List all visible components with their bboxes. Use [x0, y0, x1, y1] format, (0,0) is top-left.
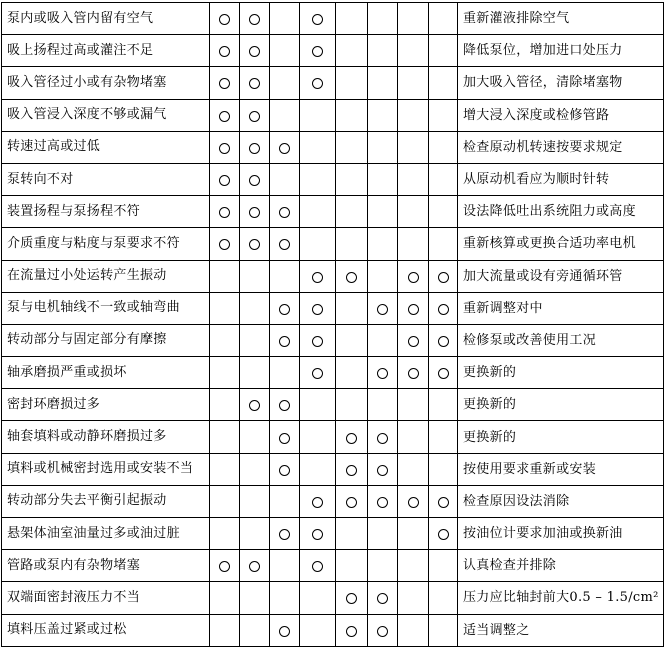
- remedy-cell: 设法降低吐出系统阻力或高度: [458, 196, 664, 228]
- symptom-cell: [210, 131, 240, 163]
- fault-cause-cell: 吸入管浸入深度不够或漏气: [2, 99, 210, 131]
- symptom-cell: [210, 582, 240, 614]
- circle-mark-icon: [438, 368, 449, 379]
- symptom-cell: [240, 550, 270, 582]
- fault-cause-cell: 吸上扬程过高或灌注不足: [2, 35, 210, 67]
- symptom-cell: [270, 324, 300, 356]
- symptom-cell: [336, 99, 368, 131]
- circle-mark-icon: [279, 626, 290, 637]
- fault-cause-cell: 转动部分失去平衡引起振动: [2, 485, 210, 517]
- symptom-cell: [300, 453, 336, 485]
- circle-mark-icon: [438, 272, 449, 283]
- circle-mark-icon: [219, 143, 230, 154]
- symptom-cell: [398, 357, 429, 389]
- table-row: [2, 163, 664, 195]
- symptom-cell: [398, 228, 429, 260]
- symptom-cell: [300, 292, 336, 324]
- table-row: [2, 357, 664, 389]
- symptom-cell: [336, 324, 368, 356]
- table-row: [2, 485, 664, 517]
- circle-mark-icon: [249, 143, 260, 154]
- symptom-cell: [398, 35, 429, 67]
- symptom-cell: [368, 228, 398, 260]
- fault-cause-cell: 介质重度与粘度与泵要求不符: [2, 228, 210, 260]
- symptom-cell: [240, 3, 270, 35]
- circle-mark-icon: [346, 497, 357, 508]
- symptom-cell: [336, 3, 368, 35]
- symptom-cell: [368, 3, 398, 35]
- symptom-cell: [398, 582, 429, 614]
- symptom-cell: [336, 67, 368, 99]
- symptom-cell: [398, 163, 429, 195]
- fault-cause-cell: 装置扬程与泵扬程不符: [2, 196, 210, 228]
- fault-cause-cell: 转动部分与固定部分有摩擦: [2, 324, 210, 356]
- symptom-cell: [398, 292, 429, 324]
- symptom-cell: [429, 518, 458, 550]
- fault-cause-cell: 填料或机械密封选用或安装不当: [2, 453, 210, 485]
- circle-mark-icon: [279, 529, 290, 540]
- symptom-cell: [240, 99, 270, 131]
- symptom-cell: [210, 260, 240, 292]
- symptom-cell: [300, 421, 336, 453]
- circle-mark-icon: [408, 497, 419, 508]
- symptom-cell: [429, 3, 458, 35]
- circle-mark-icon: [312, 272, 323, 283]
- symptom-cell: [398, 196, 429, 228]
- circle-mark-icon: [408, 304, 419, 315]
- symptom-cell: [336, 292, 368, 324]
- symptom-cell: [368, 292, 398, 324]
- symptom-cell: [300, 389, 336, 421]
- symptom-cell: [398, 550, 429, 582]
- symptom-cell: [398, 485, 429, 517]
- symptom-cell: [429, 260, 458, 292]
- circle-mark-icon: [219, 207, 230, 218]
- symptom-cell: [240, 357, 270, 389]
- remedy-cell: 增大浸入深度或检修管路: [458, 99, 664, 131]
- remedy-cell: 降低泵位，增加进口处压力: [458, 35, 664, 67]
- symptom-cell: [270, 550, 300, 582]
- circle-mark-icon: [279, 433, 290, 444]
- symptom-cell: [270, 99, 300, 131]
- symptom-cell: [398, 324, 429, 356]
- circle-mark-icon: [249, 239, 260, 250]
- symptom-cell: [270, 228, 300, 260]
- fault-cause-cell: 泵内或吸入管内留有空气: [2, 3, 210, 35]
- table-row: [2, 260, 664, 292]
- symptom-cell: [429, 67, 458, 99]
- circle-mark-icon: [377, 626, 388, 637]
- fault-cause-cell: 轴套填料或动静环磨损过多: [2, 421, 210, 453]
- symptom-cell: [429, 453, 458, 485]
- circle-mark-icon: [312, 78, 323, 89]
- remedy-cell: 更换新的: [458, 357, 664, 389]
- symptom-cell: [398, 614, 429, 646]
- symptom-cell: [368, 260, 398, 292]
- circle-mark-icon: [219, 46, 230, 57]
- symptom-cell: [336, 485, 368, 517]
- table-row: [2, 550, 664, 582]
- symptom-cell: [368, 324, 398, 356]
- table-row: [2, 35, 664, 67]
- remedy-cell: 按油位计要求加油或换新油: [458, 518, 664, 550]
- symptom-cell: [336, 453, 368, 485]
- symptom-cell: [300, 35, 336, 67]
- symptom-cell: [270, 614, 300, 646]
- symptom-cell: [429, 35, 458, 67]
- symptom-cell: [336, 389, 368, 421]
- circle-mark-icon: [219, 14, 230, 25]
- fault-cause-cell: 管路或泵内有杂物堵塞: [2, 550, 210, 582]
- symptom-cell: [240, 453, 270, 485]
- symptom-cell: [368, 357, 398, 389]
- symptom-cell: [270, 518, 300, 550]
- circle-mark-icon: [408, 368, 419, 379]
- table-body: [2, 3, 664, 647]
- symptom-cell: [240, 485, 270, 517]
- table-row: [2, 324, 664, 356]
- symptom-cell: [210, 163, 240, 195]
- circle-mark-icon: [346, 433, 357, 444]
- circle-mark-icon: [249, 78, 260, 89]
- symptom-cell: [270, 35, 300, 67]
- fault-cause-cell: 密封环磨损过多: [2, 389, 210, 421]
- symptom-cell: [429, 614, 458, 646]
- symptom-cell: [398, 3, 429, 35]
- table-row: [2, 421, 664, 453]
- symptom-cell: [300, 485, 336, 517]
- circle-mark-icon: [312, 368, 323, 379]
- symptom-cell: [429, 389, 458, 421]
- symptom-cell: [336, 518, 368, 550]
- circle-mark-icon: [279, 143, 290, 154]
- symptom-cell: [368, 485, 398, 517]
- symptom-cell: [300, 324, 336, 356]
- remedy-cell: 重新灌液排除空气: [458, 3, 664, 35]
- symptom-cell: [398, 67, 429, 99]
- symptom-cell: [368, 389, 398, 421]
- symptom-cell: [398, 131, 429, 163]
- symptom-cell: [368, 35, 398, 67]
- symptom-cell: [270, 67, 300, 99]
- symptom-cell: [270, 421, 300, 453]
- symptom-cell: [368, 582, 398, 614]
- symptom-cell: [240, 324, 270, 356]
- circle-mark-icon: [346, 593, 357, 604]
- symptom-cell: [240, 614, 270, 646]
- symptom-cell: [429, 582, 458, 614]
- table-row: [2, 228, 664, 260]
- symptom-cell: [336, 357, 368, 389]
- symptom-cell: [368, 99, 398, 131]
- symptom-cell: [336, 228, 368, 260]
- circle-mark-icon: [408, 272, 419, 283]
- symptom-cell: [210, 550, 240, 582]
- symptom-cell: [300, 3, 336, 35]
- circle-mark-icon: [279, 304, 290, 315]
- symptom-cell: [429, 228, 458, 260]
- symptom-cell: [336, 35, 368, 67]
- symptom-cell: [270, 389, 300, 421]
- symptom-cell: [300, 518, 336, 550]
- symptom-cell: [240, 421, 270, 453]
- symptom-cell: [270, 131, 300, 163]
- circle-mark-icon: [312, 304, 323, 315]
- circle-mark-icon: [312, 529, 323, 540]
- remedy-cell: 压力应比轴封前大0.5 – 1.5/cm²: [458, 582, 664, 614]
- troubleshooting-table: [1, 2, 664, 647]
- symptom-cell: [368, 67, 398, 99]
- table-row: [2, 131, 664, 163]
- remedy-cell: 按使用要求重新或安装: [458, 453, 664, 485]
- circle-mark-icon: [438, 529, 449, 540]
- symptom-cell: [398, 453, 429, 485]
- symptom-cell: [300, 550, 336, 582]
- remedy-cell: 检查原因设法消除: [458, 485, 664, 517]
- circle-mark-icon: [249, 46, 260, 57]
- table-row: [2, 67, 664, 99]
- symptom-cell: [210, 421, 240, 453]
- table-row: [2, 389, 664, 421]
- symptom-cell: [300, 582, 336, 614]
- circle-mark-icon: [279, 239, 290, 250]
- circle-mark-icon: [219, 111, 230, 122]
- symptom-cell: [368, 518, 398, 550]
- symptom-cell: [398, 389, 429, 421]
- symptom-cell: [270, 260, 300, 292]
- circle-mark-icon: [346, 465, 357, 476]
- symptom-cell: [300, 131, 336, 163]
- symptom-cell: [270, 485, 300, 517]
- symptom-cell: [240, 67, 270, 99]
- symptom-cell: [210, 357, 240, 389]
- symptom-cell: [240, 35, 270, 67]
- symptom-cell: [429, 357, 458, 389]
- fault-cause-cell: 填料压盖过紧或过松: [2, 614, 210, 646]
- symptom-cell: [368, 453, 398, 485]
- circle-mark-icon: [377, 304, 388, 315]
- symptom-cell: [336, 582, 368, 614]
- remedy-cell: 检修泵或改善使用工况: [458, 324, 664, 356]
- remedy-cell: 加大流量或设有旁通循环管: [458, 260, 664, 292]
- circle-mark-icon: [249, 175, 260, 186]
- symptom-cell: [300, 228, 336, 260]
- symptom-cell: [429, 485, 458, 517]
- symptom-cell: [300, 67, 336, 99]
- circle-mark-icon: [279, 207, 290, 218]
- symptom-cell: [429, 421, 458, 453]
- table-row: [2, 582, 664, 614]
- circle-mark-icon: [279, 465, 290, 476]
- table-row: [2, 518, 664, 550]
- remedy-cell: 检查原动机转速按要求规定: [458, 131, 664, 163]
- circle-mark-icon: [249, 14, 260, 25]
- symptom-cell: [368, 131, 398, 163]
- circle-mark-icon: [438, 336, 449, 347]
- circle-mark-icon: [249, 207, 260, 218]
- table-row: [2, 196, 664, 228]
- remedy-cell: 加大吸入管径，清除堵塞物: [458, 67, 664, 99]
- circle-mark-icon: [312, 336, 323, 347]
- symptom-cell: [270, 453, 300, 485]
- circle-mark-icon: [377, 497, 388, 508]
- circle-mark-icon: [346, 626, 357, 637]
- circle-mark-icon: [312, 561, 323, 572]
- symptom-cell: [368, 163, 398, 195]
- symptom-cell: [210, 35, 240, 67]
- table-row: [2, 614, 664, 646]
- symptom-cell: [240, 518, 270, 550]
- remedy-cell: 从原动机看应为顺时针转: [458, 163, 664, 195]
- circle-mark-icon: [249, 111, 260, 122]
- fault-cause-cell: 双端面密封液压力不当: [2, 582, 210, 614]
- symptom-cell: [210, 196, 240, 228]
- symptom-cell: [398, 99, 429, 131]
- fault-cause-cell: 在流量过小处运转产生振动: [2, 260, 210, 292]
- circle-mark-icon: [249, 400, 260, 411]
- symptom-cell: [240, 260, 270, 292]
- fault-cause-cell: 泵转向不对: [2, 163, 210, 195]
- symptom-cell: [210, 324, 240, 356]
- circle-mark-icon: [377, 465, 388, 476]
- symptom-cell: [398, 518, 429, 550]
- circle-mark-icon: [279, 400, 290, 411]
- symptom-cell: [270, 292, 300, 324]
- symptom-cell: [300, 260, 336, 292]
- table-row: [2, 3, 664, 35]
- fault-cause-cell: 悬架体油室油量过多或油过脏: [2, 518, 210, 550]
- symptom-cell: [270, 582, 300, 614]
- symptom-cell: [300, 99, 336, 131]
- circle-mark-icon: [438, 497, 449, 508]
- remedy-cell: 认真检查并排除: [458, 550, 664, 582]
- circle-mark-icon: [312, 46, 323, 57]
- symptom-cell: [336, 260, 368, 292]
- symptom-cell: [210, 3, 240, 35]
- circle-mark-icon: [219, 175, 230, 186]
- symptom-cell: [300, 196, 336, 228]
- symptom-cell: [368, 196, 398, 228]
- fault-cause-cell: 吸入管径过小或有杂物堵塞: [2, 67, 210, 99]
- remedy-cell: 重新调整对中: [458, 292, 664, 324]
- remedy-cell: 更换新的: [458, 389, 664, 421]
- symptom-cell: [368, 421, 398, 453]
- symptom-cell: [270, 163, 300, 195]
- symptom-cell: [336, 614, 368, 646]
- circle-mark-icon: [438, 304, 449, 315]
- symptom-cell: [210, 99, 240, 131]
- circle-mark-icon: [219, 561, 230, 572]
- symptom-cell: [240, 292, 270, 324]
- symptom-cell: [240, 163, 270, 195]
- symptom-cell: [210, 453, 240, 485]
- symptom-cell: [240, 389, 270, 421]
- fault-cause-cell: 泵与电机轴线不一致或轴弯曲: [2, 292, 210, 324]
- symptom-cell: [210, 485, 240, 517]
- table-row: [2, 453, 664, 485]
- symptom-cell: [270, 196, 300, 228]
- symptom-cell: [336, 196, 368, 228]
- symptom-cell: [240, 582, 270, 614]
- table-row: [2, 292, 664, 324]
- circle-mark-icon: [312, 497, 323, 508]
- symptom-cell: [336, 550, 368, 582]
- symptom-cell: [240, 131, 270, 163]
- symptom-cell: [429, 131, 458, 163]
- remedy-cell: 适当调整之: [458, 614, 664, 646]
- symptom-cell: [429, 324, 458, 356]
- circle-mark-icon: [312, 14, 323, 25]
- symptom-cell: [368, 550, 398, 582]
- symptom-cell: [300, 614, 336, 646]
- symptom-cell: [210, 228, 240, 260]
- symptom-cell: [336, 131, 368, 163]
- fault-cause-cell: 转速过高或过低: [2, 131, 210, 163]
- symptom-cell: [240, 228, 270, 260]
- symptom-cell: [210, 67, 240, 99]
- symptom-cell: [368, 614, 398, 646]
- symptom-cell: [240, 196, 270, 228]
- symptom-cell: [429, 163, 458, 195]
- table-row: [2, 99, 664, 131]
- remedy-cell: 重新核算或更换合适功率电机: [458, 228, 664, 260]
- circle-mark-icon: [346, 272, 357, 283]
- symptom-cell: [270, 357, 300, 389]
- fault-cause-cell: 轴承磨损严重或损坏: [2, 357, 210, 389]
- symptom-cell: [429, 550, 458, 582]
- symptom-cell: [336, 421, 368, 453]
- symptom-cell: [398, 421, 429, 453]
- circle-mark-icon: [219, 239, 230, 250]
- circle-mark-icon: [249, 561, 260, 572]
- symptom-cell: [300, 357, 336, 389]
- circle-mark-icon: [219, 78, 230, 89]
- symptom-cell: [336, 163, 368, 195]
- circle-mark-icon: [377, 433, 388, 444]
- symptom-cell: [210, 292, 240, 324]
- symptom-cell: [210, 614, 240, 646]
- circle-mark-icon: [279, 336, 290, 347]
- symptom-cell: [429, 99, 458, 131]
- remedy-cell: 更换新的: [458, 421, 664, 453]
- symptom-cell: [210, 389, 240, 421]
- symptom-cell: [300, 163, 336, 195]
- circle-mark-icon: [408, 336, 419, 347]
- circle-mark-icon: [377, 593, 388, 604]
- symptom-cell: [270, 3, 300, 35]
- symptom-cell: [398, 260, 429, 292]
- symptom-cell: [429, 292, 458, 324]
- symptom-cell: [210, 518, 240, 550]
- symptom-cell: [429, 196, 458, 228]
- circle-mark-icon: [377, 368, 388, 379]
